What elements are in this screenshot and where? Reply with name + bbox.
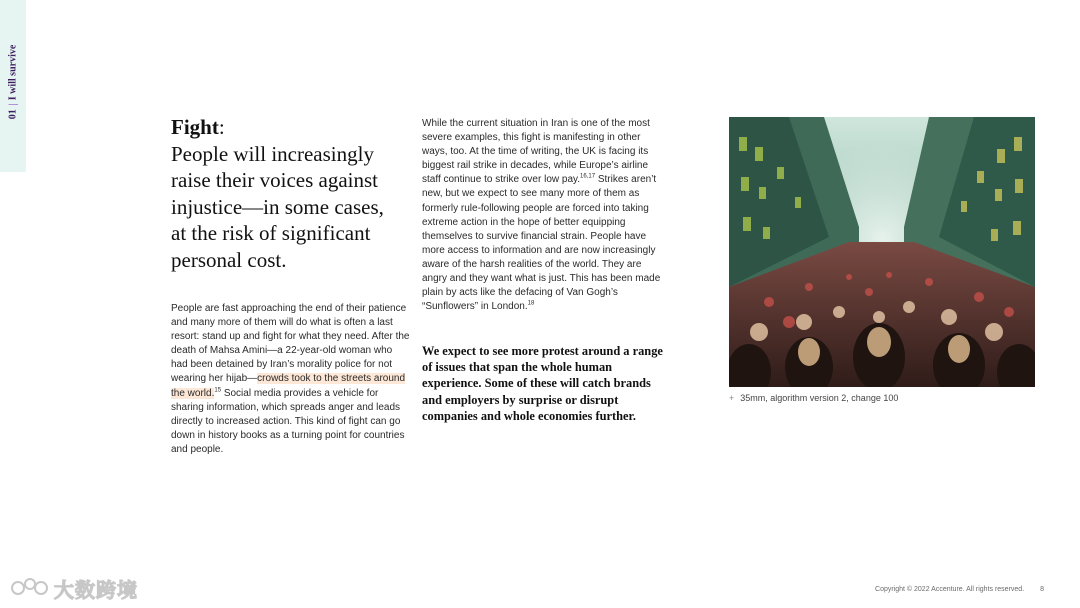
section-number: 01 — [7, 109, 19, 120]
section-divider: | — [7, 103, 19, 106]
footnote-ref-16-17: 16,17 — [580, 174, 596, 181]
body-mid-text-1: While the current situation in Iran is one of the most severe examples, this fight is manifesting in other ways, too. At the time of writing, the UK is facing its biggest rail strike in decades, while Europe’s airline staff continue to strike over low pay. — [422, 118, 650, 186]
headline-text: People will increasingly raise their voices against injustice—in some cases, at the risk of significant personal cost. — [171, 141, 384, 272]
headline — [171, 114, 401, 273]
page-number: 8 — [1040, 586, 1044, 593]
crowd-street-photo — [729, 117, 1035, 387]
caption-marker: + — [729, 393, 735, 403]
image-caption — [729, 393, 1029, 403]
callout-statement: We expect to see more protest around a range of issues that span the whole human experience. Some of these will catch brands and employers by surprise or disrupt companies and whole economies further. — [422, 344, 663, 423]
section-tab — [0, 0, 26, 172]
body-paragraph-middle — [422, 117, 662, 314]
footnote-ref-18: 18 — [527, 300, 535, 307]
section-label — [8, 45, 19, 120]
watermark-text: 大数跨境 — [54, 579, 138, 602]
watermark — [10, 573, 138, 603]
section-title: I will survive — [7, 44, 19, 101]
highlighted-link-text: crowds took to the streets around the world. — [171, 373, 406, 399]
copyright-text: Copyright © 2022 Accenture. All rights reserved. — [875, 586, 1025, 593]
watermark-logo-icon — [10, 575, 50, 601]
copyright-footer — [875, 586, 1044, 593]
body-left-text-2: Social media provides a vehicle for sharing information, which spreads anger and leads directly to increased action. This kind of fight can go down in history books as a turning point for countries and people. — [171, 387, 405, 455]
headline-kicker: Fight: — [171, 115, 225, 139]
body-paragraph-left — [171, 302, 411, 457]
body-left-text-1: People are fast approaching the end of their patience and many more of them will do what is often a last resort: stand up and fight for what they need. After the death of Mahsa Amini—a 22-year-old woman who had been detained by Iran’s morality police for not wearing her hijab— — [171, 303, 410, 385]
caption-text: 35mm, algorithm version 2, change 100 — [740, 393, 899, 403]
body-mid-text-2: Strikes aren’t new, but we expect to see many more of them as formerly rule-following people are forced into taking extreme action in the hope of better equipping themselves to survive financial strain. People have more access to information and are now increasingly aware of the harsh realities of the world. They are angry and they want what is just. This has been made plain by acts like the defacing of Van Gogh’s “Sunflowers” in London. — [422, 174, 661, 313]
footnote-ref-15: 15 — [214, 387, 222, 394]
